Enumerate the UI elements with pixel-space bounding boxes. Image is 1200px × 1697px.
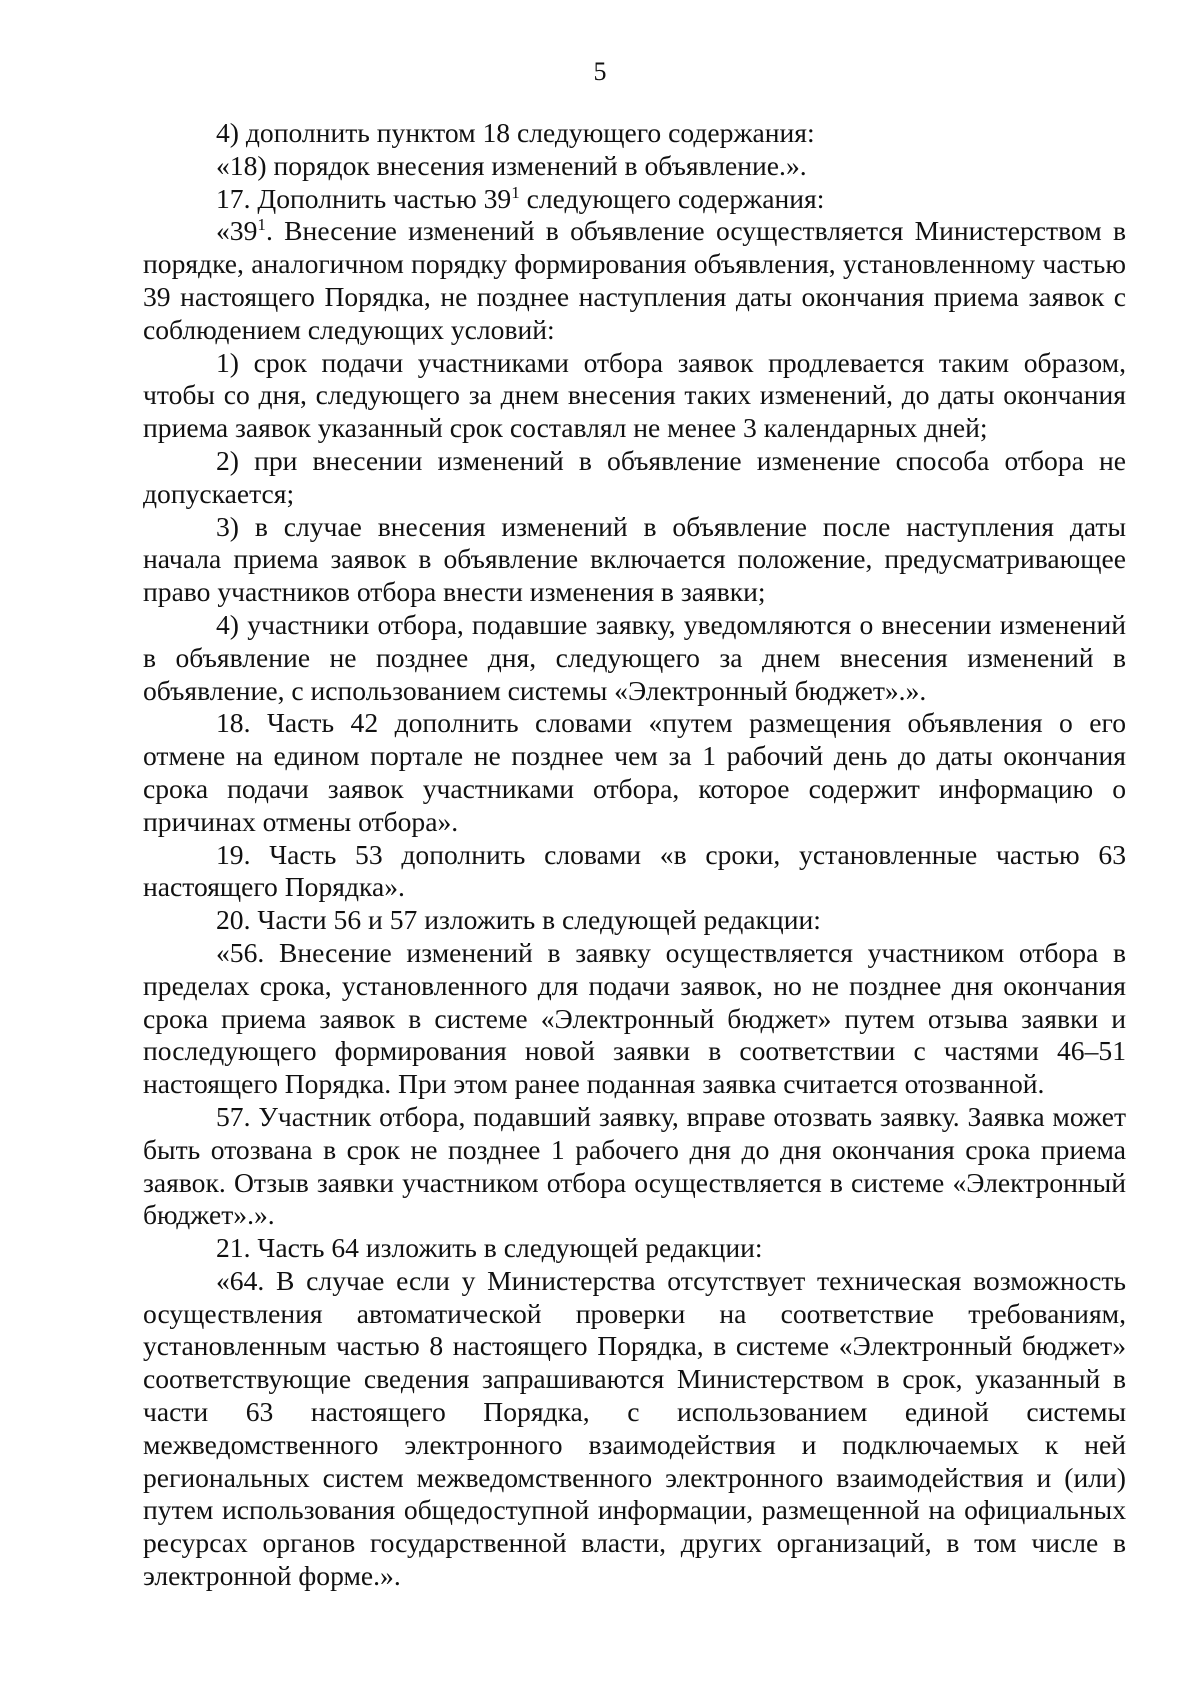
part-39-1-text-before: «39 bbox=[216, 215, 258, 247]
section-17-superscript: 1 bbox=[511, 182, 520, 202]
paragraph-part-39-1 bbox=[143, 215, 1126, 346]
paragraph-section-18: 18. Часть 42 дополнить словами «путем размещения объявления о его отмене на едином портале не позднее чем за 1 рабочий день до даты окончания срока подачи заявок участниками отбора, которое содержит информацию о причинах отмены отбора». bbox=[143, 707, 1126, 837]
paragraph-condition-1: 1) срок подачи участниками отбора заявок продлевается таким образом, чтобы со дня, следующего за днем внесения таких изменений, до даты окончания приема заявок указанный срок составлял не менее 3 календарных дней; bbox=[143, 346, 1126, 444]
paragraph-section-21: 21. Часть 64 изложить в следующей редакции: bbox=[216, 1232, 763, 1264]
part-39-1-text-after: . Внесение изменений в объявление осуществляется Министерством в порядке, аналогичном порядку формирования объявления, установленному частью 39 настоящего Порядка, не позднее наступления даты окончания приема заявок с соблюдением следующих условий: bbox=[143, 215, 1126, 345]
paragraph-condition-4: 4) участники отбора, подавшие заявку, уведомляются о внесении изменений в объявление не позднее дня, следующего за днем внесения изменений в объявление, с использованием системы «Электронный бюджет».». bbox=[143, 608, 1126, 706]
paragraph-condition-2: 2) при внесении изменений в объявление изменение способа отбора не допускается; bbox=[143, 444, 1126, 509]
paragraph-part-56: «56. Внесение изменений в заявку осуществляется участником отбора в пределах срока, установленного для подачи заявок, но не позднее дня окончания срока приема заявок в системе «Электронный бюджет» путем отзыва заявки и последующего формирования новой заявки в соответствии с частями 46–51 настоящего Порядка. При этом ранее поданная заявка считается отозванной. bbox=[143, 936, 1126, 1100]
paragraph-item-18-text: «18) порядок внесения изменений в объявление.». bbox=[216, 149, 807, 181]
section-17-text-after: следующего содержания: bbox=[519, 182, 825, 214]
paragraph-condition-3: 3) в случае внесения изменений в объявление после наступления даты начала приема заявок в объявление включается положение, предусматривающее право участников отбора внести изменения в заявки; bbox=[143, 510, 1126, 608]
paragraph-section-17 bbox=[143, 183, 1126, 216]
section-17-text-before: 17. Дополнить частью 39 bbox=[216, 182, 512, 214]
paragraph-section-20: 20. Части 56 и 57 изложить в следующей редакции: bbox=[216, 904, 821, 936]
paragraph-section-19: 19. Часть 53 дополнить словами «в сроки, установленные частью 63 настоящего Порядка». bbox=[143, 838, 1126, 903]
document-body bbox=[143, 117, 1126, 1593]
paragraph-part-57: 57. Участник отбора, подавший заявку, вправе отозвать заявку. Заявка может быть отозвана в срок не позднее 1 рабочего дня до дня окончания срока приема заявок. Отзыв заявки участником отбора осуществляется в системе «Электронный бюджет».». bbox=[143, 1100, 1126, 1231]
page-number: 5 bbox=[593, 57, 607, 86]
part-39-1-superscript: 1 bbox=[257, 215, 266, 235]
paragraph-part-64: «64. В случае если у Министерства отсутствует техническая возможность осуществления автоматической проверки на соответствие требованиям, установленным частью 8 настоящего Порядка, в системе «Электронный бюджет» соответствующие сведения запрашиваются Министерством в срок, указанный в части 63 настоящего Порядка, с использованием единой системы межведомственного электронного взаимодействия и подключаемых к ней региональных систем межведомственного электронного взаимодействия и (или) путем использования общедоступной информации, размещенной на официальных ресурсах органов государственной власти, других организаций, в том числе в электронной форме.». bbox=[143, 1264, 1126, 1592]
paragraph-amend-item-4: 4) дополнить пунктом 18 следующего содержания: bbox=[216, 117, 815, 148]
